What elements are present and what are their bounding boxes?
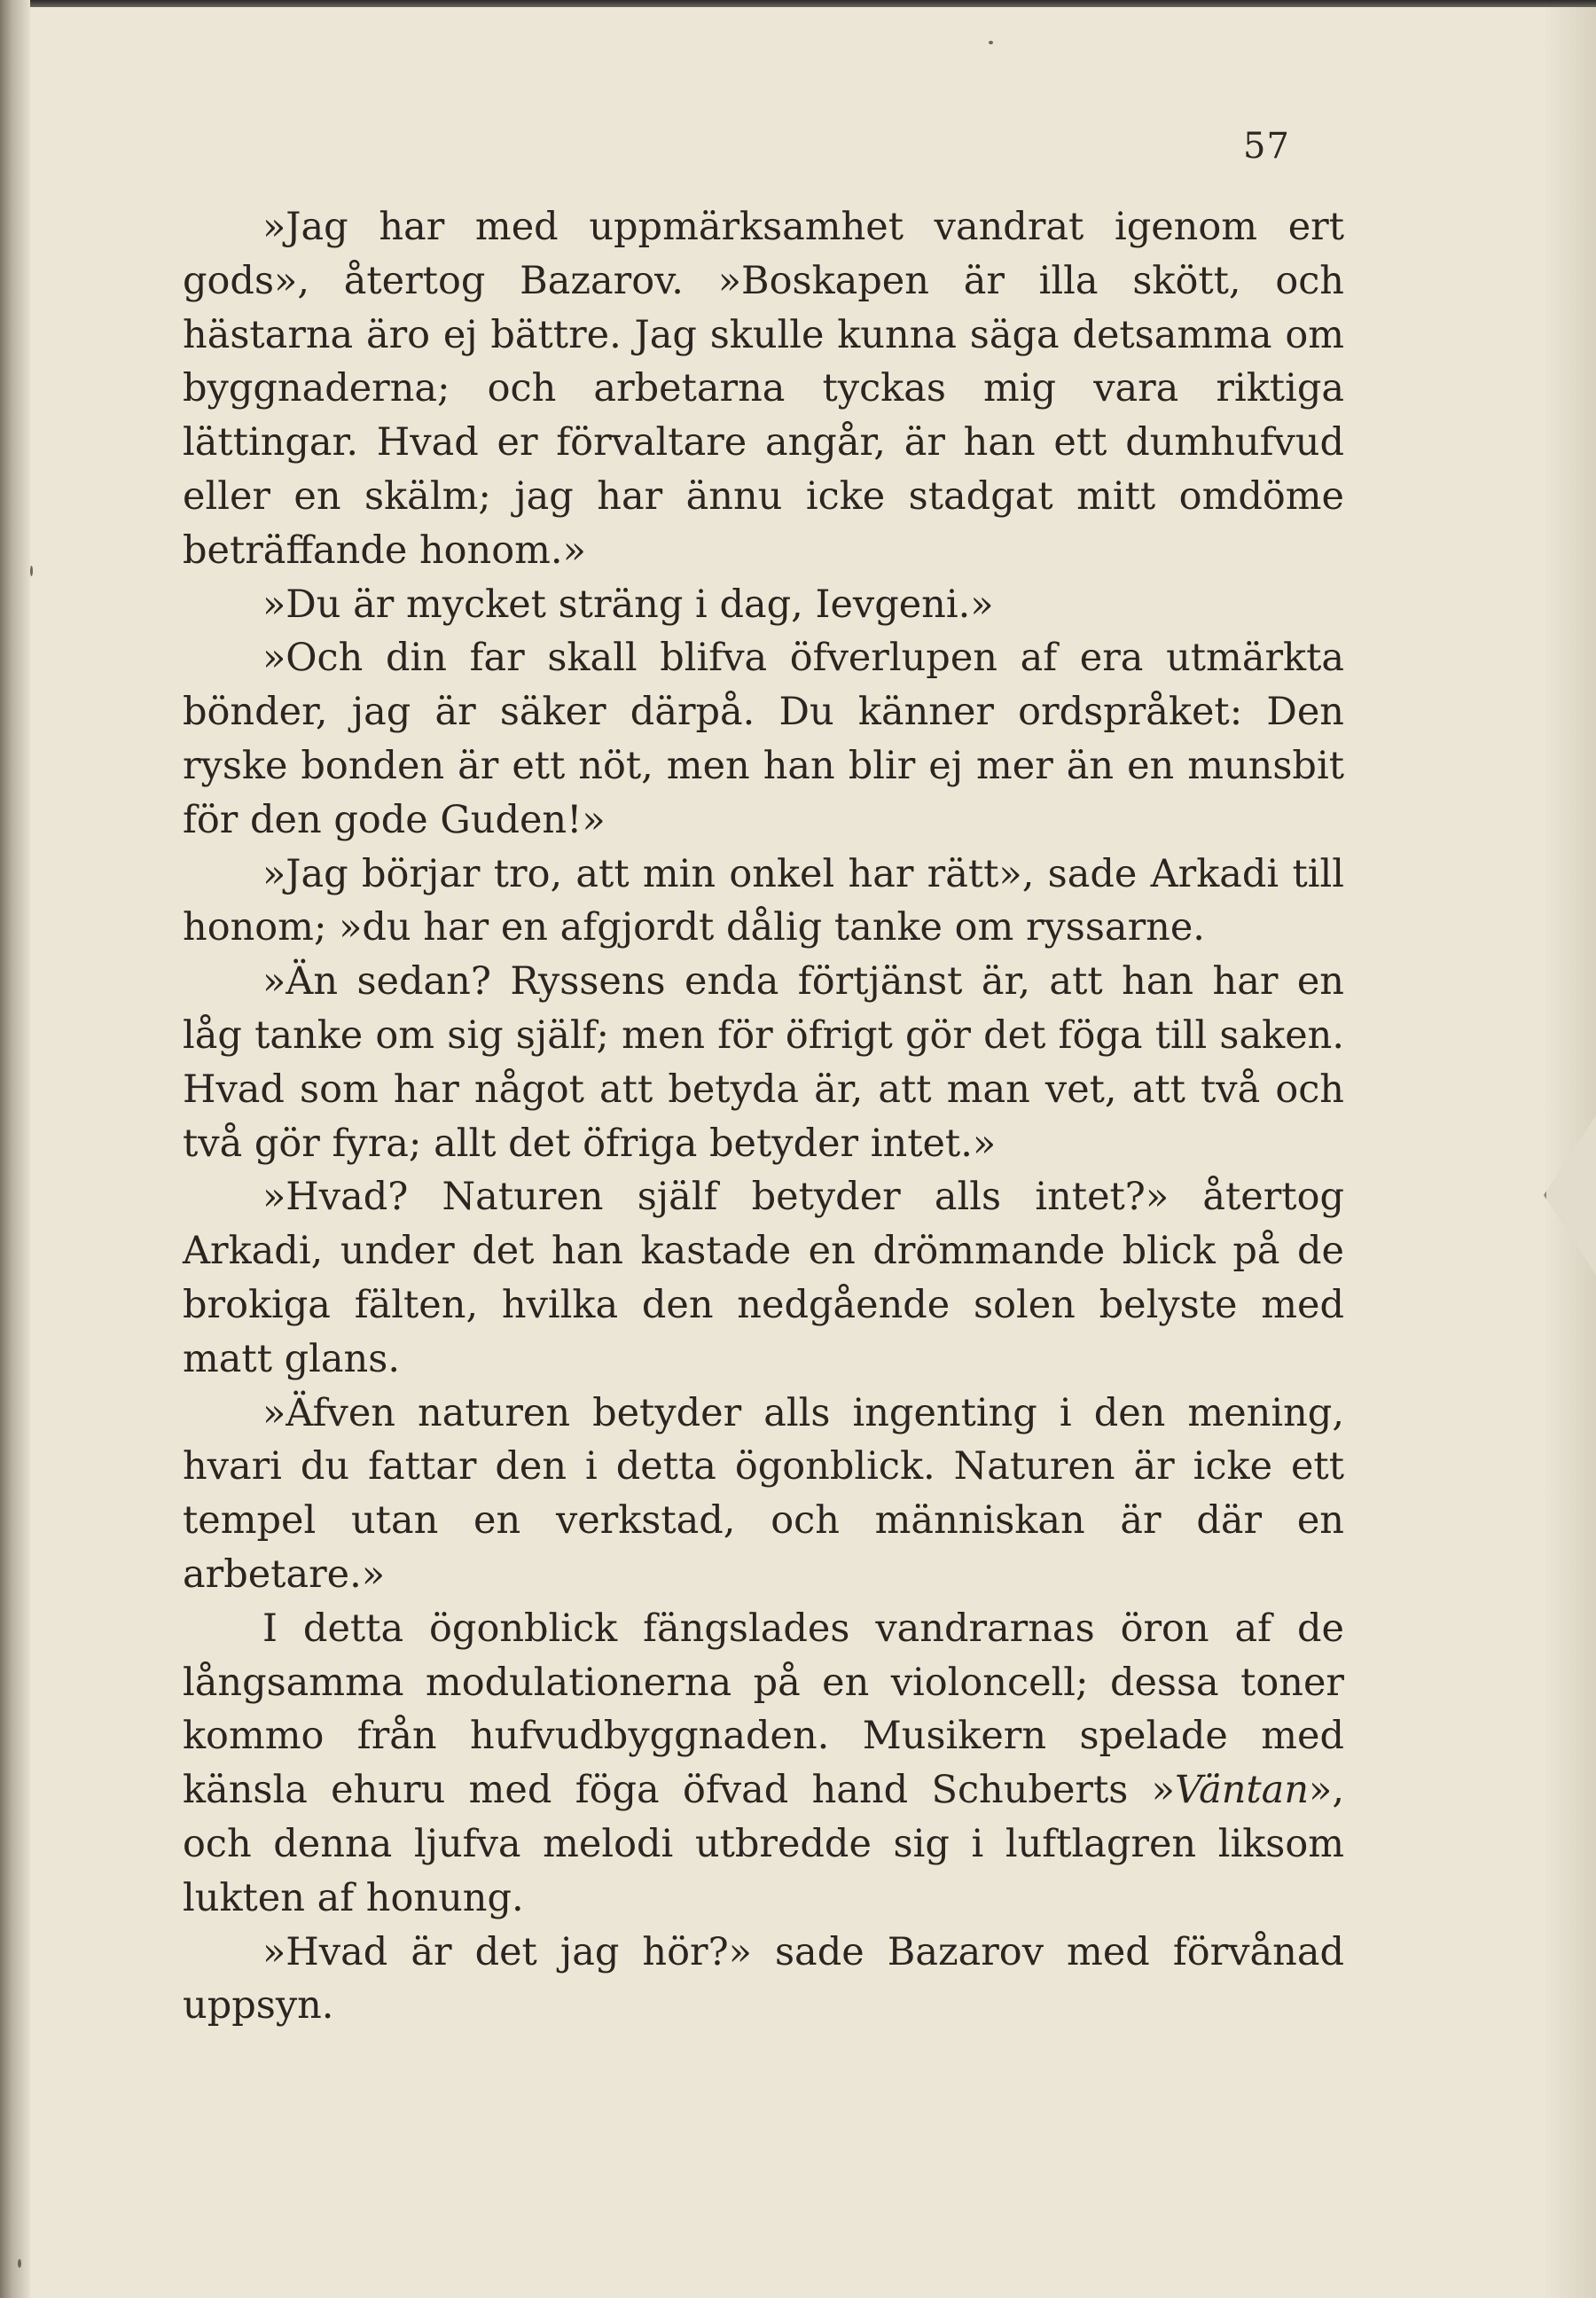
- paper-speck: [989, 41, 993, 44]
- scan-binding-edge: [0, 0, 30, 2298]
- paragraph: »Du är mycket sträng i dag, Ievgeni.»: [262, 582, 994, 627]
- paragraph-text: », och denna ljufva melodi utbredde sig i luftlagren liksom lukten af honung.: [183, 1768, 1344, 1920]
- paragraph: »Jag börjar tro, att min onkel har rätt», sade Arkadi till honom; »du har en afgjordt dålig tanke om ryssarne.: [183, 851, 1344, 950]
- paper-speck: [18, 2259, 21, 2268]
- page-number: 57: [1243, 126, 1290, 167]
- paragraph-text: I detta ögonblick fängslades vandrarnas öron af de långsamma modulationerna på en violoncell; dessa toner kommo från hufvudbyggnaden. Musikern spelade med känsla ehuru med föga öfvad hand Schuberts »: [183, 1606, 1344, 1813]
- scan-top-edge: [0, 0, 1596, 7]
- paragraph: »Jag har med uppmärksamhet vandrat igenom ert gods», återtog Bazarov. »Boskapen är illa skött, och hästarna äro ej bättre. Jag skulle kunna säga detsamma om byggnaderna; och arbetarna tyckas mig vara riktiga lättingar. Hvad er förvaltare angår, är han ett dumhufvud eller en skälm; jag har ännu icke stadgat mitt omdöme beträffande honom.»: [183, 205, 1344, 573]
- italic-title: Väntan: [1174, 1768, 1310, 1813]
- paragraph: »Än sedan? Ryssens enda förtjänst är, att han har en låg tanke om sig själf; men för öfrigt gör det föga till saken. Hvad som har något att betyda är, att man vet, att två och två gör fyra; allt det öfriga betyder intet.»: [183, 959, 1344, 1166]
- paragraph: »Och din far skall blifva öfverlupen af era utmärkta bönder, jag är säker därpå. Du känner ordspråket: Den ryske bonden är ett nöt, men han blir ej mer än en munsbit för den gode Guden!»: [183, 636, 1344, 842]
- paragraph: »Hvad är det jag hör?» sade Bazarov med förvånad uppsyn.: [183, 1929, 1344, 2028]
- paper-speck: [30, 566, 33, 576]
- body-text: [183, 200, 1344, 2033]
- paragraph: »Äfven naturen betyder alls ingenting i den mening, hvari du fattar den i detta ögonblick. Naturen är icke ett tempel utan en verkstad, och människan är där en arbetare.»: [183, 1390, 1344, 1597]
- paragraph: »Hvad? Naturen själf betyder alls intet?» återtog Arkadi, under det han kastade en drömmande blick på de brokiga fälten, hvilka den nedgående solen belyste med matt glans.: [183, 1175, 1344, 1381]
- paragraph: [183, 1602, 1344, 1926]
